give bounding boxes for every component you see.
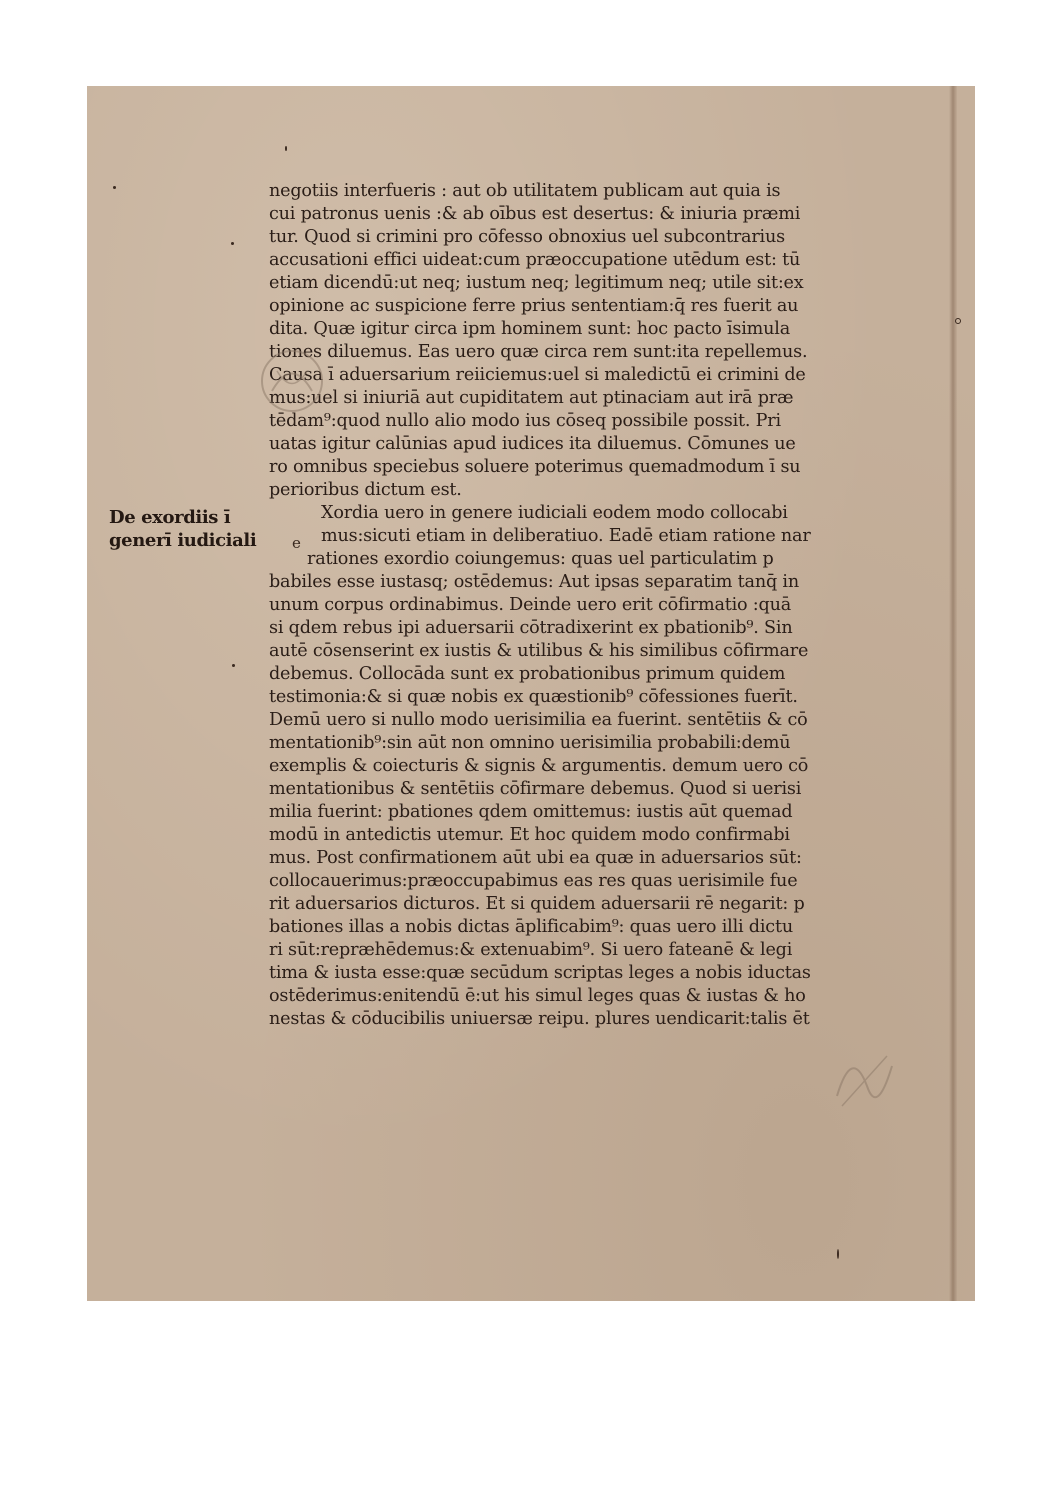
text-line: collocauerimus:præoccupabimus eas res quas uerisimile fue: [269, 871, 798, 891]
text-line: ri sūt:repræhēdemus:& extenuabim⁹. Si uero fateanē & legi: [269, 940, 793, 960]
text-line: etiam dicendū:ut neq; iustum neq; legitimum neq; utile sit:ex: [269, 273, 804, 293]
text-line: rationes exordio coiungemus: quas uel particulatim p: [307, 549, 774, 569]
body-text: [269, 180, 881, 1031]
text-line: babiles esse iustasq; ostēdemus: Aut ipsas separatim tanq̄ in: [269, 572, 799, 592]
text-line: tēdam⁹:quod nullo alio modo ius cōseq possibile possit. Pri: [269, 411, 781, 431]
library-stamp-mark: [247, 336, 337, 426]
text-line: negotiis interfueris : aut ob utilitatem publicam aut quia is: [269, 181, 781, 201]
text-line: tiones diluemus. Eas uero quæ circa rem sunt:ita repellemus.: [269, 342, 808, 362]
margin-note-line-2: generī iudiciali: [109, 530, 257, 551]
text-line: mus:uel si iniuriā aut cupiditatem aut ptinaciam aut irā præ: [269, 388, 794, 408]
paper-speck: [231, 242, 234, 245]
text-line-exordia-start: Xordia uero in genere iudiciali eodem modo collocabi: [321, 503, 788, 523]
text-line: autē cōsenserint ex iustis & utilibus & his similibus cōfirmare: [269, 641, 809, 661]
paper-speck: [113, 186, 116, 189]
text-line: Causa ī aduersarium reiiciemus:uel si maledictū ei crimini de: [269, 365, 806, 385]
text-line: opinione ac suspicione ferre prius sententiam:q̄ res fuerit au: [269, 296, 799, 316]
scanned-page: [87, 86, 975, 1301]
page-edge-shadow: [949, 86, 957, 1301]
text-line: unum corpus ordinabimus. Deinde uero erit cōfirmatio :quā: [269, 595, 792, 615]
text-line: mus:sicuti etiam in deliberatiuo. Eadē etiam ratione nar: [321, 526, 811, 546]
text-line: mus. Post confirmationem aūt ubi ea quæ in aduersarios sūt:: [269, 848, 802, 868]
paper-speck: [837, 1249, 839, 1259]
text-line: modū in antedictis utemur. Et hoc quidem modo confirmabi: [269, 825, 790, 845]
text-line: perioribus dictum est.: [269, 480, 462, 500]
margin-note-line-1: De exordiis ī: [109, 507, 231, 528]
text-line: exemplis & coiecturis & signis & argumentis. demum uero cō: [269, 756, 809, 776]
text-line: milia fuerint: pbationes qdem omittemus: iustis aūt quemad: [269, 802, 793, 822]
text-line: ostēderimus:enitendū ē:ut his simul leges quas & iustas & ho: [269, 986, 806, 1006]
text-line: mentationib⁹:sin aūt non omnino uerisimilia probabili:demū: [269, 733, 791, 753]
margin-note: [109, 506, 256, 552]
text-line: testimonia:& si quæ nobis ex quæstionib⁹ cōfessiones fuerīt.: [269, 687, 798, 707]
text-line: nestas & cōducibilis uniuersæ reipu. plures uendicarit:talis ēt: [269, 1009, 810, 1029]
paper-speck: [285, 146, 287, 151]
text-line: bationes illas a nobis dictas āplificabim⁹: quas uero illi dictu: [269, 917, 793, 937]
text-line: uatas igitur calūnias apud iudices ita diluemus. Cōmunes ue: [269, 434, 796, 454]
text-line: tur. Quod si crimini pro cōfesso obnoxius uel subcontrarius: [269, 227, 785, 247]
paper-speck: [955, 318, 961, 324]
text-line: ro omnibus speciebus soluere poterimus quemadmodum ī su: [269, 457, 801, 477]
guide-letter: e: [292, 534, 301, 552]
text-line: Demū uero si nullo modo uerisimilia ea fuerint. sentētiis & cō: [269, 710, 808, 730]
text-line: mentationibus & sentētiis cōfirmare debemus. Quod si uerisi: [269, 779, 802, 799]
text-line: debemus. Collocāda sunt ex probationibus primum quidem: [269, 664, 786, 684]
text-line: si qdem rebus ipi aduersarii cōtradixerint ex pbationib⁹. Sin: [269, 618, 793, 638]
paper-speck: [232, 664, 235, 667]
text-line: accusationi effici uideat:cum præoccupatione utēdum est: tū: [269, 250, 801, 270]
library-stamp-mark: [817, 1036, 907, 1126]
text-line: cui patronus uenis :& ab oībus est desertus: & iniuria præmi: [269, 204, 801, 224]
text-line: dita. Quæ igitur circa ipm hominem sunt: hoc pacto īsimula: [269, 319, 791, 339]
text-line: tima & iusta esse:quæ secūdum scriptas leges a nobis iductas: [269, 963, 811, 983]
text-line: rit aduersarios dicturos. Et si quidem aduersarii rē negarit: p: [269, 894, 805, 914]
